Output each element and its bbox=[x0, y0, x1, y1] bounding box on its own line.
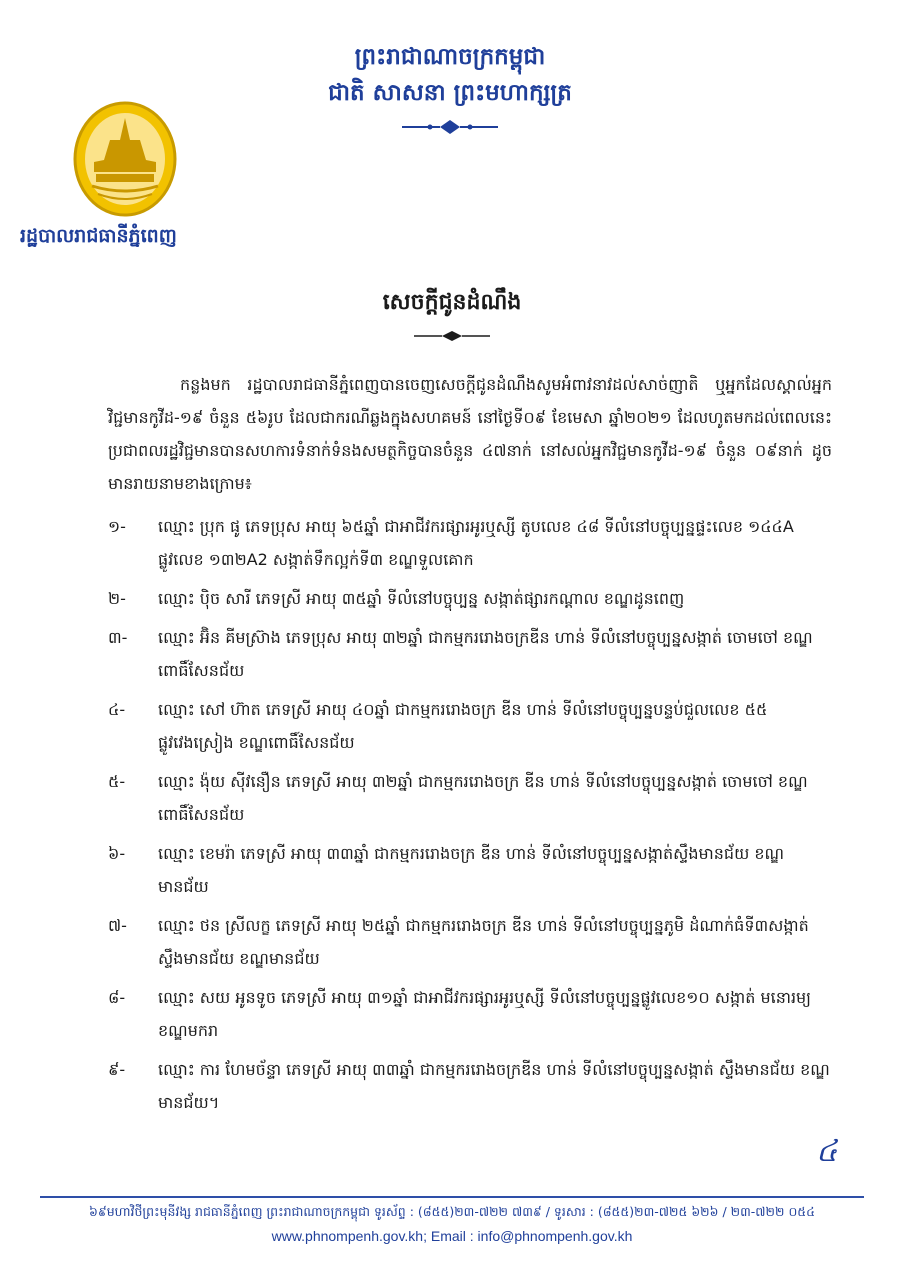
ornament-divider-icon bbox=[400, 118, 500, 136]
list-item-number: ៣- bbox=[108, 628, 128, 647]
list-item-number: ៦- bbox=[108, 844, 126, 863]
list-item-number: ៧- bbox=[108, 916, 127, 935]
list-item bbox=[108, 693, 832, 759]
title-divider-icon bbox=[412, 330, 492, 342]
list-item-number: ២- bbox=[108, 589, 126, 608]
list-item bbox=[108, 621, 832, 687]
list-item-number: ៩- bbox=[108, 1060, 126, 1079]
intro-paragraph: កន្លងមក រដ្ឋបាលរាជធានីភ្នំពេញបានចេញសេចក្តីជូនដំណឹងសូមអំពាវនាវដល់សាច់ញាតិ ឬអ្នកដែលស្គាល់អ្នកវិជ្ជមានកូវីដ-១៩ ចំនួន ៥៦រូប ដែលជាករណីឆ្លងក្នុងសហគមន៍ នៅថ្ងៃទី០៩ ខែមេសា ឆ្នាំ២០២១ ដែលហូតមកដល់ពេលនេះ ប្រជាពលរដ្ឋវិជ្ជមានបានសហការទំនាក់ទំនងសមត្ថកិច្ចបានចំនួន ៤៧នាក់ នៅសល់អ្នកវិជ្ជមានកូវីដ-១៩ ចំនួន ០៩នាក់ ដូចមានរាយនាមខាងក្រោម៖ bbox=[108, 375, 833, 493]
list-item bbox=[108, 582, 832, 615]
list-item-text: ឈ្មោះ ថន ស្រីលក្ខ ភេទស្រី អាយុ ២៥ឆ្នាំ ជាកម្មកររោងចក្រ ឌីន ហាន់ ទីលំនៅបច្ចុប្បន្នភូមិ ដំណាក់ធំទី៣សង្កាត់ស្ទឹងមានជ័យ ខណ្ឌមានជ័យ bbox=[158, 916, 809, 968]
list-item bbox=[108, 765, 832, 831]
list-item-text: ឈ្មោះ ប៉ិច សារី ភេទស្រី អាយុ ៣៥ឆ្នាំ ទីលំនៅបច្ចុប្បន្ន សង្កាត់ផ្សារកណ្ដាល ខណ្ឌដូនពេញ bbox=[158, 589, 685, 608]
list-item-text: ឈ្មោះ ង៉ុយ ស៊ីវនឿន ភេទស្រី អាយុ ៣២ឆ្នាំ ជាកម្មកររោងចក្រ ឌីន ហាន់ ទីលំនៅបច្ចុប្បន្នសង្កាត់ ចោមចៅ ខណ្ឌពោធិ៍សែនជ័យ bbox=[158, 772, 808, 824]
footer-divider bbox=[40, 1196, 864, 1198]
list-item-number: ៤- bbox=[108, 700, 126, 719]
list-item bbox=[108, 837, 832, 903]
list-item bbox=[108, 1053, 832, 1119]
list-item-text: ឈ្មោះ ប្រុក ផូ ភេទប្រុស អាយុ ៦៥ឆ្នាំ ជាអាជីវករផ្សារអូរឬស្សី តូបលេខ ៤៨ ទីលំនៅបច្ចុប្បន្នផ្ទះលេខ ១៤៤A ផ្លូវលេខ ១៣២A2 សង្កាត់ទឹកល្អក់ទី៣ ខណ្ឌទួលគោក bbox=[158, 517, 794, 569]
list-item-text: ឈ្មោះ ខេមរ៉ា ភេទស្រី អាយុ ៣៣ឆ្នាំ ជាកម្មកររោងចក្រ ឌីន ហាន់ ទីលំនៅបច្ចុប្បន្នសង្កាត់ស្ទឹងមានជ័យ ខណ្ឌមានជ័យ bbox=[158, 844, 785, 896]
footer-address: ៦៩មហាវិថីព្រះមុនីវង្ស រាជធានីភ្នំពេញ ព្រះរាជាណាចក្រកម្ពុជា ទូរស័ព្ទ : (៨៥៥)២៣-៧២២ ៧៣៩ / ទូរសារ : (៨៥៥)២៣-៧២៥ ៦២៦ / ២៣-៧២២ ០៥៤ bbox=[89, 1204, 815, 1219]
list-item-number: ៥- bbox=[108, 772, 126, 791]
page-mark: ៤ bbox=[816, 1134, 838, 1169]
persons-list bbox=[108, 510, 832, 1125]
letterhead bbox=[230, 40, 670, 111]
list-item-text: ឈ្មោះ សយ អូនទូច ភេទស្រី អាយុ ៣១ឆ្នាំ ជាអាជីវករផ្សារអូរឬស្សី ទីលំនៅបច្ចុប្បន្នផ្លូវលេខ១០ សង្កាត់ មនោរម្យ ខណ្ឌមករា bbox=[158, 988, 811, 1040]
agency-name: រដ្ឋបាលរាជធានីភ្នំពេញ bbox=[20, 225, 177, 247]
list-item bbox=[108, 981, 832, 1047]
list-item-number: ១- bbox=[108, 517, 126, 536]
motto-heading: ជាតិ សាសនា ព្រះមហាក្សត្រ bbox=[328, 79, 572, 106]
list-item-text: ឈ្មោះ សៅ ហ៊ាត ភេទស្រី អាយុ ៤០ឆ្នាំ ជាកម្មកររោងចក្រ ឌីន ហាន់ ទីលំនៅបច្ចុប្បន្នបន្ទប់ជួលលេខ ៥៥ ផ្លូវវេងស្រៀង ខណ្ឌពោធិ៍សែនជ័យ bbox=[158, 700, 768, 752]
emblem-icon bbox=[72, 100, 178, 218]
kingdom-heading: ព្រះរាជាណាចក្រកម្ពុជា bbox=[354, 44, 546, 70]
footer-contact: www.phnompenh.gov.kh; Email : info@phnompenh.gov.kh bbox=[271, 1228, 633, 1244]
list-item bbox=[108, 510, 832, 576]
notice-title: សេចក្តីជូនដំណឹង bbox=[382, 290, 522, 315]
list-item-text: ឈ្មោះ ការ ហែមច័ន្ទា ភេទស្រី អាយុ ៣៣ឆ្នាំ ជាកម្មកររោងចក្រឌីន ហាន់ ទីលំនៅបច្ចុប្បន្នសង្កាត់ ស្ទឹងមានជ័យ ខណ្ឌមានជ័យ។ bbox=[158, 1060, 830, 1112]
list-item-number: ៨- bbox=[108, 988, 126, 1007]
list-item-text: ឈ្មោះ អ៊ិន គីមស្រ៊ាង ភេទប្រុស អាយុ ៣២ឆ្នាំ ជាកម្មកររោងចក្រឌីន ហាន់ ទីលំនៅបច្ចុប្បន្នសង្កាត់ ចោមចៅ ខណ្ឌពោធិ៍សែនជ័យ bbox=[158, 628, 813, 680]
list-item bbox=[108, 909, 832, 975]
